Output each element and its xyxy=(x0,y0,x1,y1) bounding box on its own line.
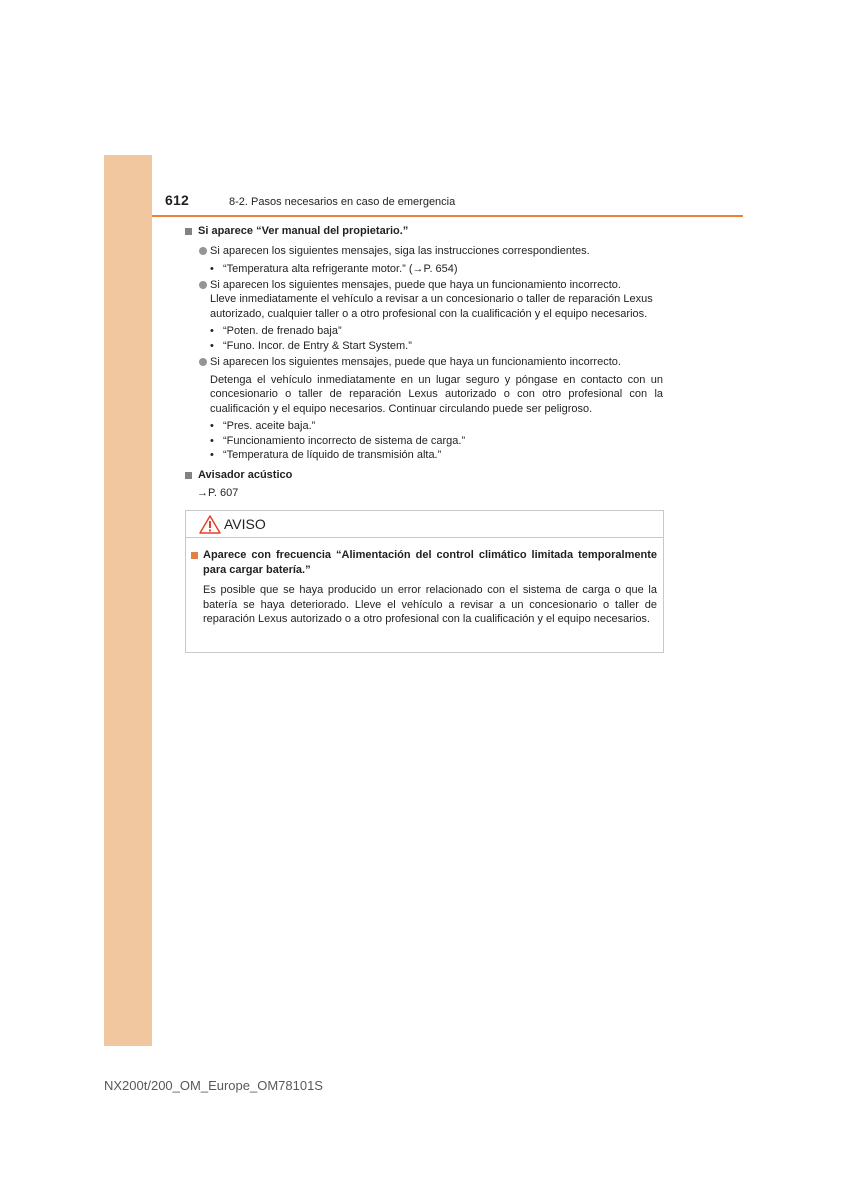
page-reference: →P. 607 xyxy=(197,487,239,499)
bullet-item: • “Funo. Incor. de Entry & Start System.” xyxy=(210,339,412,352)
warning-box xyxy=(185,510,664,653)
list-item: Si aparecen los siguientes mensajes, puede que haya un funcionamiento incorrecto. xyxy=(185,355,663,370)
main-content xyxy=(185,224,663,501)
section-title: 8-2. Pasos necesarios en caso de emergencia xyxy=(229,196,456,208)
warning-body xyxy=(191,548,657,627)
bullet-item: • “Funcionamiento incorrecto de sistema de carga.” xyxy=(210,434,466,447)
chapter-side-band xyxy=(104,155,152,1046)
square-bullet-icon xyxy=(185,228,192,235)
warning-header xyxy=(186,511,663,538)
bullet-item: • “Temperatura de líquido de transmisión alta.” xyxy=(210,449,442,461)
paragraph: Detenga el vehículo inmediatamente en un lugar seguro y póngase en contacto con un concesionario o taller de reparación Lexus autorizado o con otro profesional con la cualificación y el equipo necesarios. Continuar circulando puede ser peligroso. xyxy=(210,373,663,415)
list-item: Si aparecen los siguientes mensajes, siga las instrucciones correspondientes. xyxy=(185,244,663,259)
square-bullet-icon xyxy=(185,472,192,479)
warning-text: Es posible que se haya producido un error relacionado con el sistema de carga o que la batería se haya deteriorado. Lleve el vehículo a revisar a un concesionario o taller de reparación Lexus autorizado o a otro profesional con la cualificación y el equipo necesarios. xyxy=(203,584,657,625)
square-bullet-icon xyxy=(191,552,198,559)
warning-triangle-icon xyxy=(199,515,221,534)
list-item: Si aparecen los siguientes mensajes, puede que haya un funcionamiento incorrecto. xyxy=(185,278,663,293)
page-number: 612 xyxy=(165,192,189,208)
warning-title: AVISO xyxy=(224,516,266,532)
bullet-item: • “Pres. aceite baja.” xyxy=(210,420,316,432)
paragraph: Lleve inmediatamente el vehículo a revisar a un concesionario o taller de reparación Lexus autorizado, cualquier taller o a otro profesional con la cualificación y el equipo necesarios. xyxy=(210,293,653,320)
bullet-item: • “Temperatura alta refrigerante motor.” (→P. 654) xyxy=(210,263,458,275)
bullet-item: • “Poten. de frenado baja” xyxy=(210,325,342,337)
header-rule xyxy=(152,215,743,217)
circle-bullet-icon xyxy=(199,247,207,255)
warning-heading: Aparece con frecuencia “Alimentación del control climático limitada temporalmente para cargar batería.” xyxy=(191,548,657,577)
footer-doc-code: NX200t/200_OM_Europe_OM78101S xyxy=(104,1078,323,1093)
section-heading-owner-manual: Si aparece “Ver manual del propietario.” xyxy=(185,224,663,239)
circle-bullet-icon xyxy=(199,358,207,366)
section-heading-buzzer: Avisador acústico xyxy=(185,468,663,483)
circle-bullet-icon xyxy=(199,281,207,289)
